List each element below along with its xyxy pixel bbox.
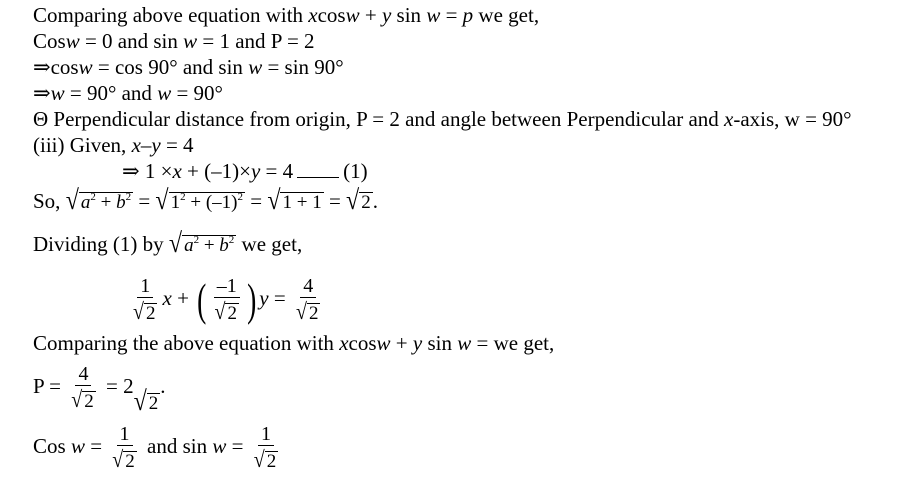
- var-y: y: [151, 133, 161, 157]
- line-comparing-again: [33, 331, 554, 355]
- text: we get,: [473, 3, 540, 27]
- sqrt-2: √ 2: [133, 387, 159, 417]
- text: +: [199, 235, 220, 256]
- numerator: 4: [75, 364, 91, 386]
- denominator: 2: [84, 391, 94, 413]
- var-w: w: [248, 55, 263, 79]
- denominator: 2: [125, 451, 135, 473]
- implies-symbol: ⇒: [33, 81, 51, 105]
- text: cos: [348, 331, 377, 355]
- var-y: y: [259, 286, 269, 310]
- text: =: [268, 286, 291, 310]
- var-x: x: [339, 331, 349, 355]
- text: +: [390, 331, 413, 355]
- fraction-1-over-root2: 1 √ 2: [253, 423, 277, 473]
- line-equation-1: [122, 159, 368, 183]
- text: and sin: [141, 434, 213, 458]
- var-w: w: [50, 81, 65, 105]
- var-a: a: [184, 235, 194, 256]
- text: P =: [33, 374, 67, 398]
- sqrt-1-plus-1: √ 1 + 1: [267, 186, 322, 216]
- text: = 1 and P = 2: [197, 29, 315, 53]
- sqrt-1-neg1: √ $1^2 + (-1)^2$: [155, 186, 243, 216]
- var-b: b: [116, 192, 126, 213]
- text: = 2: [100, 374, 134, 398]
- line-so-root: [33, 186, 378, 216]
- text: cos: [317, 3, 346, 27]
- var-w: w: [426, 3, 441, 27]
- text: =: [323, 189, 347, 213]
- text: ⇒ 1 ×: [122, 159, 173, 183]
- equation-label: (1): [343, 159, 368, 183]
- line-given: [33, 133, 194, 157]
- transcript-line: [0, 0, 1, 1]
- exponent: 2: [237, 191, 243, 203]
- line-dividing: [33, 229, 303, 259]
- numerator: 1: [117, 424, 133, 446]
- line-cos-sin-result: [33, 418, 283, 474]
- text: = we get,: [471, 331, 555, 355]
- line-comparing-equation: [33, 3, 539, 27]
- var-w: w: [376, 331, 391, 355]
- var-y: y: [250, 159, 261, 183]
- text: sin: [391, 3, 427, 27]
- exponent: 2: [180, 191, 186, 203]
- text: Θ Perpendicular distance from origin, P = 2 and angle between Perpendicular and: [33, 107, 725, 131]
- blank-line: [297, 163, 339, 178]
- text: = cos 90° and sin: [92, 55, 249, 79]
- text: 2: [361, 192, 371, 213]
- var-a: a: [80, 192, 91, 213]
- paren-group: ( –1 √ 2 ): [197, 274, 257, 326]
- var-x: x: [172, 159, 182, 183]
- denominator: 2: [227, 303, 237, 325]
- fraction-1-over-root2: 1 √ 2: [112, 423, 135, 473]
- var-w: w: [65, 29, 80, 53]
- fraction-1-over-root2: 1 √ 2: [133, 275, 156, 325]
- var-x: x: [308, 3, 318, 27]
- var-w: w: [78, 55, 93, 79]
- line-implies-cos90: [33, 55, 344, 79]
- denominator: 2: [266, 451, 277, 473]
- accessible-transcript: [0, 0, 1, 1]
- var-y: y: [381, 3, 392, 27]
- text: (–1): [205, 192, 238, 213]
- var-b: b: [219, 235, 229, 256]
- text: 1: [170, 192, 181, 213]
- text: sin: [422, 331, 458, 355]
- text: cos: [50, 55, 79, 79]
- text: = sin 90°: [262, 55, 344, 79]
- text: –: [140, 133, 152, 157]
- numerator: 4: [300, 276, 316, 298]
- fraction-neg1-over-root2: –1 √ 2: [211, 276, 241, 324]
- var-x: x: [131, 133, 141, 157]
- var-w: w: [183, 29, 198, 53]
- var-w: w: [457, 331, 472, 355]
- text: = 90°: [171, 81, 223, 105]
- text: =: [244, 189, 268, 213]
- text: +: [185, 192, 206, 213]
- text: Dividing (1) by: [33, 232, 169, 256]
- implies-symbol: ⇒: [33, 55, 51, 79]
- var-w: w: [157, 81, 172, 105]
- text: +: [359, 3, 382, 27]
- text: we get,: [236, 232, 303, 256]
- text: Cos: [33, 434, 71, 458]
- var-w: w: [212, 434, 227, 458]
- fraction-4-over-root2: 4 √ 2: [71, 363, 94, 413]
- text: -axis, w = 90°: [733, 107, 852, 131]
- denominator: 2: [145, 303, 156, 325]
- var-p: p: [462, 3, 474, 27]
- numerator: –1: [214, 276, 240, 298]
- exponent: 2: [193, 234, 200, 246]
- text: +: [95, 192, 117, 213]
- text: .: [160, 374, 166, 398]
- line-p-value: [33, 358, 166, 417]
- text: 2: [148, 393, 159, 414]
- numerator: 1: [137, 276, 153, 298]
- text: So,: [33, 189, 66, 213]
- text: =: [226, 434, 249, 458]
- text: .: [372, 189, 378, 213]
- sqrt-2: √ 2: [346, 186, 371, 216]
- numerator: 1: [258, 424, 274, 446]
- text: +: [171, 286, 195, 310]
- exponent: 2: [125, 191, 132, 203]
- var-w: w: [70, 434, 85, 458]
- sqrt-a2-b2: √ $a^2 + b^2$: [168, 229, 235, 259]
- line-normalized-equation: [128, 270, 325, 326]
- text: + (–1)×: [181, 159, 251, 183]
- text: Comparing above equation with: [33, 3, 309, 27]
- text: (iii) Given,: [33, 133, 132, 157]
- var-w: w: [345, 3, 360, 27]
- text: = 4: [160, 133, 194, 157]
- text: = 0 and sin: [79, 29, 184, 53]
- sqrt-a2-b2: √ $a^2 + b^2$: [65, 186, 132, 216]
- var-x: x: [724, 107, 734, 131]
- var-y: y: [412, 331, 423, 355]
- text: 1 + 1: [282, 192, 322, 213]
- text: = 90° and: [64, 81, 158, 105]
- text: =: [440, 3, 463, 27]
- text: Cos: [33, 29, 66, 53]
- text: Comparing the above equation with: [33, 331, 340, 355]
- denominator: 2: [308, 303, 319, 325]
- var-x: x: [162, 286, 172, 310]
- text: =: [84, 434, 108, 458]
- line-perpendicular-distance: [33, 107, 852, 131]
- exponent: 2: [228, 234, 235, 246]
- text: = 4: [260, 159, 294, 183]
- exponent: 2: [90, 191, 96, 203]
- line-cos-sin-values: [33, 29, 315, 53]
- text: =: [133, 189, 156, 213]
- line-w-equals-90: [33, 81, 223, 105]
- fraction-4-over-root2: 4 √ 2: [295, 275, 319, 325]
